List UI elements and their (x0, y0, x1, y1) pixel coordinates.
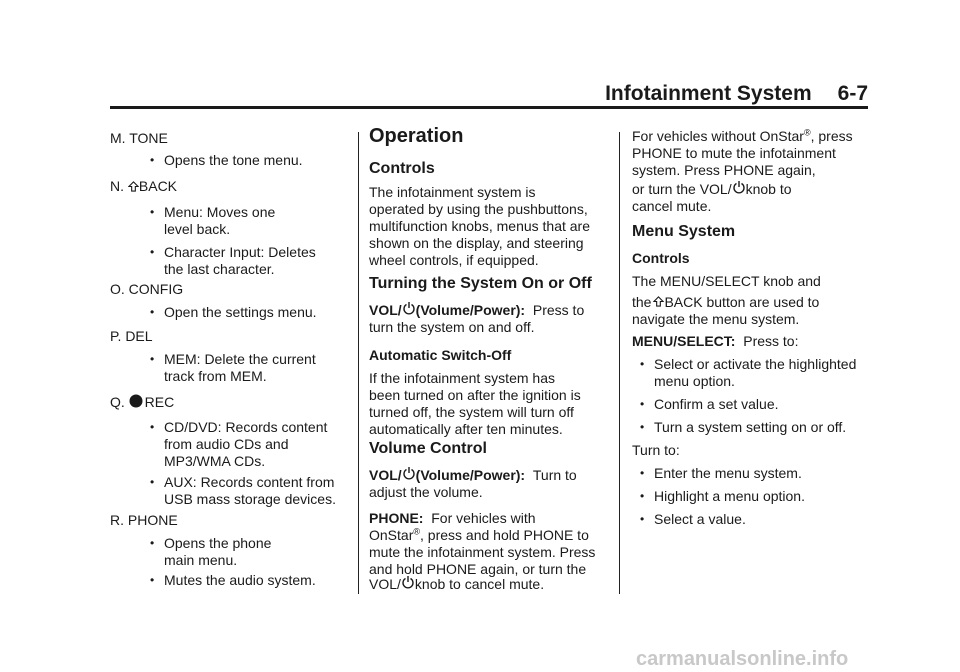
list-item: • Menu: Moves one level back. (164, 204, 275, 238)
list-item: • Open the settings menu. (164, 304, 317, 321)
record-dot-icon (129, 394, 143, 408)
list-item: • Select a value. (654, 511, 746, 528)
paragraph: VOL/ (Volume/Power): Press to turn the system on and off. (369, 302, 585, 335)
paragraph: Turn to: (632, 442, 680, 458)
paragraph: For vehicles without OnStar®, press PHONE to mute the infotainment system. Press PHONE again, (632, 127, 853, 178)
back-arrow-icon (128, 181, 139, 192)
list-item: • Mutes the audio system. (164, 572, 316, 589)
heading-turning-on-off: Turning the System On or Off (369, 275, 592, 292)
subheading-auto-switch-off: Automatic Switch-Off (369, 347, 512, 363)
power-icon (402, 466, 416, 480)
page-number: 6-7 (837, 82, 868, 105)
paragraph: MENU/SELECT: Press to: (632, 333, 799, 349)
list-item: • Opens the phone main menu. (164, 535, 271, 569)
header-rule (110, 106, 868, 109)
paragraph: If the infotainment system has been turned on after the ignition is turned off, the system will turn off automatically after ten minutes. (369, 370, 581, 437)
paragraph: The MENU/SELECT knob and (632, 273, 821, 289)
list-item: • Turn a system setting on or off. (654, 419, 846, 436)
paragraph: the BACK button are used to navigate the menu system. (632, 294, 820, 327)
watermark: carmanualsonline.info (636, 648, 849, 670)
list-item: • Opens the tone menu. (164, 152, 303, 169)
power-icon (401, 575, 415, 589)
paragraph: VOL/ knob to cancel mute. (369, 576, 545, 592)
back-label: N. BACK (110, 178, 178, 194)
back-arrow-icon (653, 296, 664, 307)
list-item: • Confirm a set value. (654, 396, 779, 413)
section-title: Infotainment System (605, 82, 812, 105)
tone-label: M. TONE (110, 130, 168, 146)
column-divider-right (619, 132, 620, 594)
del-label: P. DEL (110, 328, 153, 344)
paragraph: or turn the VOL/ knob to cancel mute. (632, 181, 792, 214)
rec-label: Q. REC (110, 394, 175, 410)
power-icon (732, 180, 746, 194)
heading-menu-system: Menu System (632, 223, 736, 240)
list-item: • Highlight a menu option. (654, 488, 805, 505)
list-item: • Enter the menu system. (654, 465, 802, 482)
phone-label: R. PHONE (110, 512, 178, 528)
subheading-controls: Controls (632, 250, 690, 266)
config-label: O. CONFIG (110, 281, 184, 297)
paragraph: PHONE: For vehicles with OnStar®, press and hold PHONE to mute the infotainment system. Press and hold PHONE again, or turn the (369, 510, 596, 577)
column-divider-left (358, 132, 359, 594)
heading-operation: Operation (369, 125, 464, 147)
power-icon (402, 301, 416, 315)
page-header (110, 82, 868, 106)
list-item: • Character Input: Deletes the last character. (164, 244, 316, 278)
list-item: • AUX: Records content from USB mass storage devices. (164, 474, 336, 508)
paragraph: VOL/ (Volume/Power): Turn to adjust the volume. (369, 467, 577, 500)
paragraph: The infotainment system is operated by using the pushbuttons, multifunction knobs, menus that are shown on the display, and steering wheel controls, if equipped. (369, 184, 591, 268)
heading-controls: Controls (369, 160, 435, 177)
list-item: • MEM: Delete the current track from MEM. (164, 351, 316, 385)
list-item: • CD/DVD: Records content from audio CDs and MP3/WMA CDs. (164, 419, 327, 470)
list-item: • Select or activate the highlighted menu option. (654, 356, 856, 390)
heading-volume-control: Volume Control (369, 440, 487, 457)
